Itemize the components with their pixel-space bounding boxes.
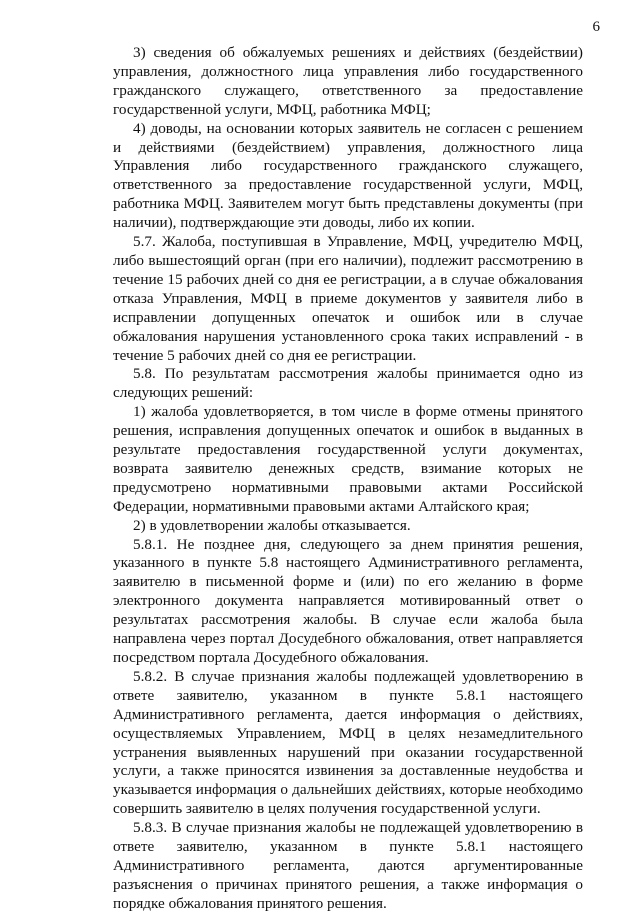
paragraph-5-8-2: 5.8.2. В случае признания жалобы подлежащей удовлетворению в ответе заявителю, указанном в пункте 5.8.1 настоящего Административного регламента, дается информация о действиях, осуществляемых Управлением, МФЦ в целях незамедлительного устранения выявленных нарушений при оказании государственной услуги, а также приносятся извинения за доставленные неудобства и указывается информация о дальнейших действиях, которые необходимо совершить заявителю в целях получения государственной услуги.	[113, 667, 583, 818]
page-number: 6	[592, 19, 600, 35]
paragraph-complaint-item-4: 4) доводы, на основании которых заявитель не согласен с решением и действиями (бездействием) управления, должностного лица Управления либо государственного гражданского служащего, ответственного за предоставление государственной услуги, МФЦ, работника МФЦ. Заявителем могут быть представлены документы (при наличии), подтверждающие эти доводы, либо их копии.	[113, 119, 583, 232]
paragraph-5-8-1: 5.8.1. Не позднее дня, следующего за днем принятия решения, указанного в пункте 5.8 настоящего Административного регламента, заявителю в письменной форме и (или) по его желанию в форме электронного документа направляется мотивированный ответ о результатах рассмотрения жалобы. В случае если жалоба была направлена через портал Досудебного обжалования, ответ направляется посредством портала Досудебного обжалования.	[113, 535, 583, 666]
paragraph-complaint-item-3: 3) сведения об обжалуемых решениях и действиях (бездействии) управления, должностного лица управления либо государственного гражданского служащего, ответственного за предоставление государственной услуги, МФЦ, работника МФЦ;	[113, 44, 583, 118]
paragraph-5-8: 5.8. По результатам рассмотрения жалобы принимается одно из следующих решений:	[113, 365, 583, 402]
paragraph-5-8-3: 5.8.3. В случае признания жалобы не подлежащей удовлетворению в ответе заявителю, указанном в пункте 5.8.1 настоящего Административного регламента, даются аргументированные разъяснения о причинах принятого решения, а также информация о порядке обжалования принятого решения.	[113, 819, 583, 912]
paragraph-decision-2: 2) в удовлетворении жалобы отказывается.	[133, 516, 411, 534]
paragraph-decision-1: 1) жалоба удовлетворяется, в том числе в форме отмены принятого решения, исправления допущенных опечаток и ошибок в выданных в результате предоставления государственной услуги документах, возврата заявителю денежных средств, взимание которых не предусмотрено нормативными правовыми актами Российской Федерации, нормативными правовыми актами Алтайского края;	[113, 403, 583, 515]
document-body	[113, 44, 583, 914]
paragraph-5-7: 5.7. Жалоба, поступившая в Управление, МФЦ, учредителю МФЦ, либо вышестоящий орган (при его наличии), подлежит рассмотрению в течение 15 рабочих дней со дня ее регистрации, а в случае обжалования отказа Управления, МФЦ в приеме документов у заявителя либо в исправлении допущенных опечаток и ошибок или в случае обжалования нарушения установленного срока таких исправлений - в течение 5 рабочих дней со дня ее регистрации.	[113, 233, 583, 364]
